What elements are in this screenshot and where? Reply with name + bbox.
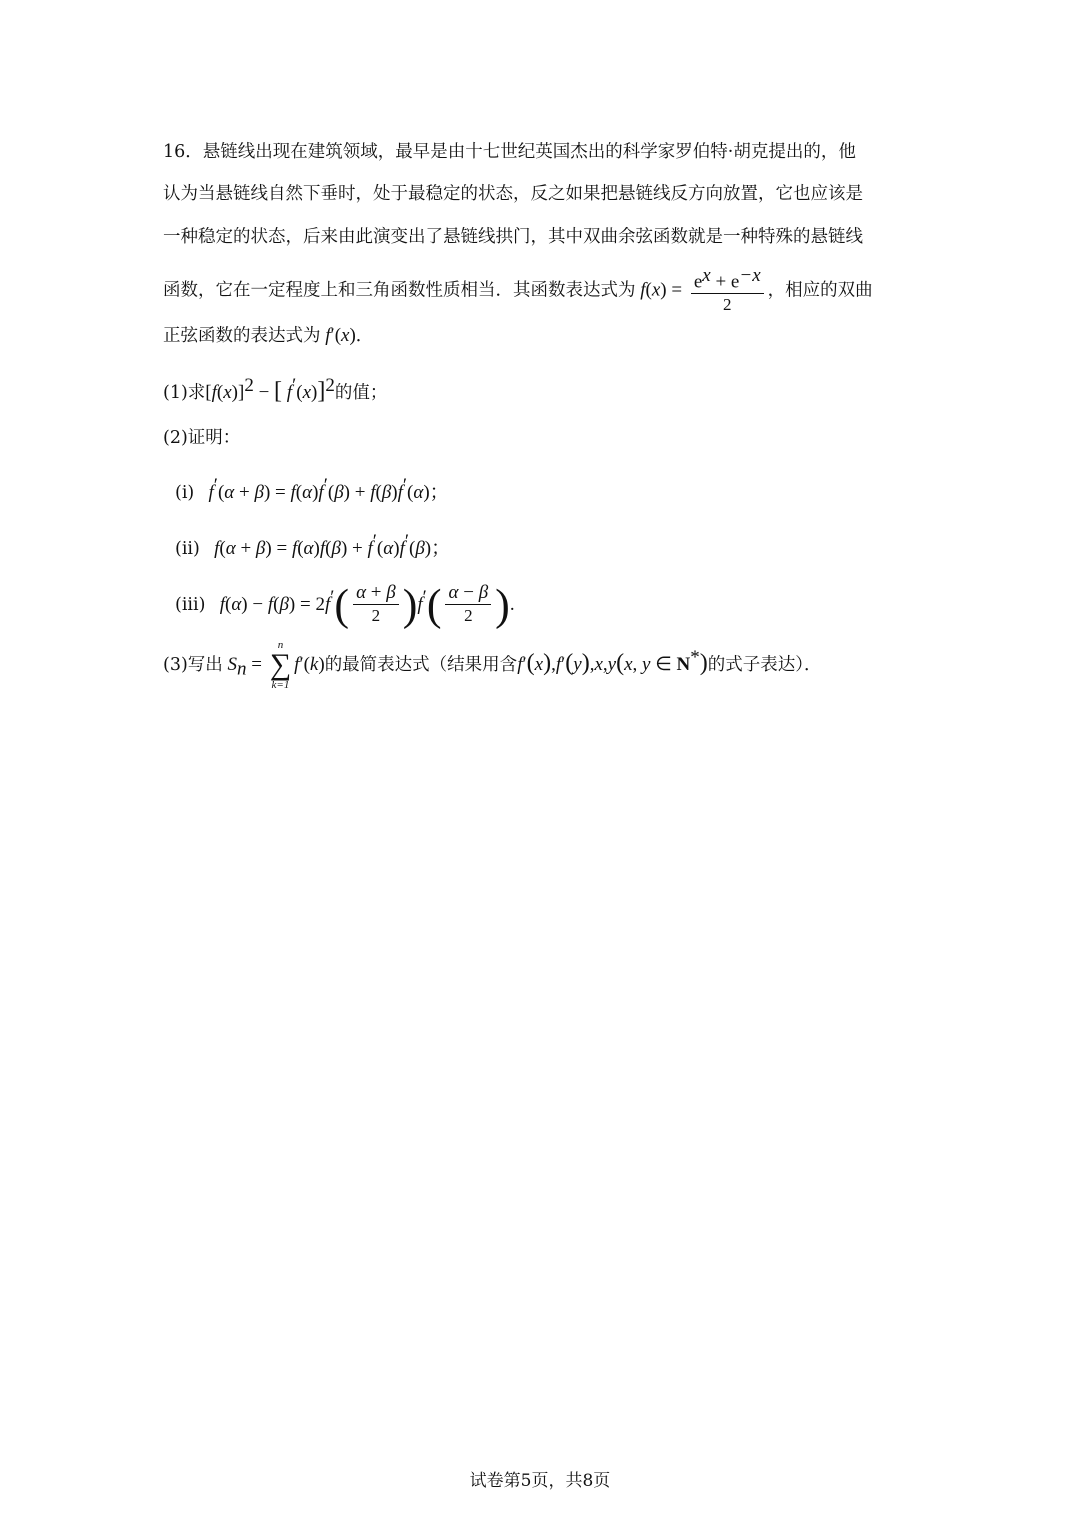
summation-symbol: n ∑ k=1 <box>269 639 292 692</box>
part-2-label: (2)证明： <box>163 428 241 448</box>
line4-text: 函数，它在一定程度上和三角函数性质相当．其函数表达式为 <box>163 280 636 301</box>
problem-line-2: 认为当悬链线自然下垂时，处于最稳定的状态，反之如果把悬链线反方向放置，它也应该是 <box>163 184 863 204</box>
part-3: (3)写出 $S_n$ = n ∑ k=1 f′(k)的最简表达式（结果用含f′(x),f′(y),x,y(x, y ∈ N*)的式子表达）． <box>163 639 822 692</box>
problem-line-4: 函数，它在一定程度上和三角函数性质相当．其函数表达式为 f(x) = $\frac{e^x + e^{-x}}{2}$ ，相应的双曲 <box>163 265 873 315</box>
problem-line-3: 一种稳定的状态，后来由此演变出了悬链线拱门，其中双曲余弦函数就是一种特殊的悬链线 <box>163 227 863 247</box>
part3-suffix: 的式子表达）． <box>707 654 822 675</box>
cosh-fraction: $\frac{e^x + e^{-x}}{2}$ <box>691 266 764 316</box>
part-2-iii: (iii) f(α) − f(β) = 2f′( $\frac{\alpha + \beta}{2}$ )f′( $\frac{\alpha - \beta}{2}$ ). <box>175 580 515 630</box>
part3-mid: 的最简表达式（结果用含 <box>324 654 518 675</box>
part3-label: (3)写出 <box>163 654 223 675</box>
line4-suffix: ，相应的双曲 <box>767 280 873 301</box>
page-footer: 试卷第5页，共8页 <box>469 1471 611 1491</box>
part1-label: (1)求 <box>163 382 206 403</box>
part2-iii-label: (iii) <box>175 594 206 615</box>
problem-line-5: 正弦函数的表达式为 f′(x)． <box>163 325 374 346</box>
part-2-ii: (ii) f(α + β) = f(α)f(β) + f′(α)f′(β)； <box>175 531 451 559</box>
line5-suffix: ． <box>355 326 374 346</box>
part2-ii-label: (ii) <box>175 538 200 559</box>
line5-text: 正弦函数的表达式为 <box>163 326 321 346</box>
problem-line-1: 16．悬链线出现在建筑领域，最早是由十七世纪英国杰出的科学家罗伯特·胡克提出的，他 <box>163 142 856 162</box>
part-2-i: (i) f′(α + β) = f(α)f′(β) + f(β)f′(α)； <box>175 475 449 503</box>
part-1: (1)求$[f(x)]^2$ − [ f′(x)]$^2$的值； <box>163 375 388 404</box>
formula-fx: f <box>635 279 646 301</box>
part2-i-label: (i) <box>175 482 195 503</box>
part1-suffix: 的值； <box>334 382 388 403</box>
